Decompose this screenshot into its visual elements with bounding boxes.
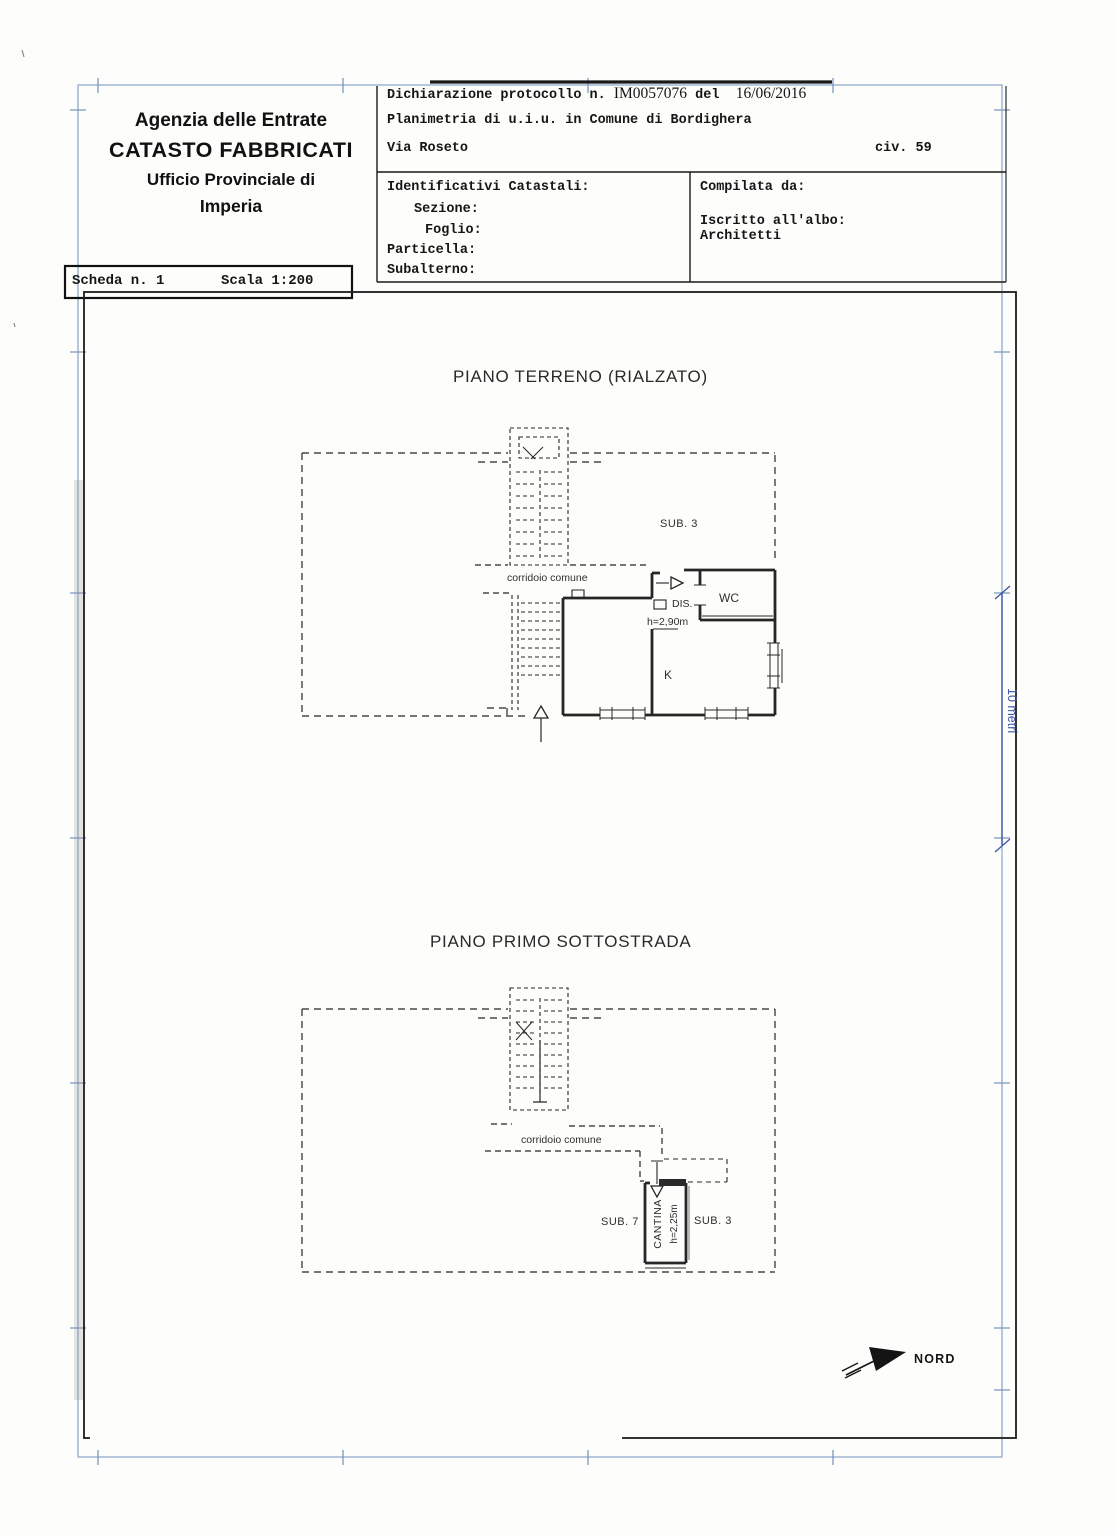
province-name: Imperia — [199, 196, 263, 216]
plan2-sub7-label: SUB. 7 — [601, 1216, 639, 1228]
plan1-wc-label: WC — [719, 591, 739, 605]
plan2-annex-dashes — [664, 1159, 727, 1182]
ground-floor-plan-drawing — [302, 428, 782, 742]
plan2-cantina-label: CANTINA — [652, 1199, 664, 1249]
compass — [842, 1347, 956, 1378]
del-label: del — [695, 88, 720, 103]
entrance-direction-icon — [671, 577, 683, 589]
compass-tail-feathers — [842, 1363, 861, 1378]
catasto-title: CATASTO FABBRICATI — [109, 138, 353, 162]
sheet-frame-border — [78, 85, 1002, 1457]
window-bottom-right — [705, 710, 748, 718]
cantina-entry-arrow-icon — [651, 1186, 663, 1197]
protocol-number: IM0057076 — [613, 85, 688, 102]
plan1-staircase — [510, 428, 568, 565]
protocol-date: 16/06/2016 — [735, 85, 807, 102]
plan1-dis-label: DIS. — [672, 598, 693, 610]
north-arrow-icon — [869, 1347, 906, 1371]
plan2-corridor-dashes — [485, 1124, 662, 1181]
plan1-corridor-label: corridoio comune — [507, 572, 588, 584]
planimetria-line: Planimetria di u.i.u. in Comune di Bordighera — [387, 113, 752, 128]
plan2-corridor-label: corridoio comune — [521, 1134, 602, 1146]
plan1-lower-stair-flight — [512, 595, 561, 710]
window-bottom-left — [600, 710, 645, 718]
plan1-unit-walls — [563, 570, 775, 715]
declaration-line — [387, 85, 806, 103]
north-label: NORD — [914, 1352, 956, 1366]
plan2-height-label: h=2,25m — [669, 1204, 680, 1244]
basement-title: PIANO PRIMO SOTTOSTRADA — [430, 932, 692, 951]
provincial-office: Ufficio Provinciale di — [146, 170, 316, 189]
compiled-by-title: Compilata da: — [700, 180, 806, 195]
window-right — [770, 643, 778, 688]
door-swing — [654, 600, 666, 609]
plan2-stair-direction-line — [533, 1040, 547, 1102]
cantina-top-wall-bar — [659, 1179, 686, 1186]
field-particella: Particella: — [387, 243, 477, 258]
plan1-labels — [507, 518, 739, 682]
entry-arrow-icon — [534, 706, 548, 718]
civic-number: civ. 59 — [875, 141, 932, 156]
plan1-entry-arrow — [534, 706, 548, 742]
field-foglio: Foglio: — [425, 223, 482, 238]
sheet-frame-ticks — [70, 78, 1010, 1465]
cadastral-ids-title: Identificativi Catastali: — [387, 180, 590, 195]
scale-label: Scala 1:200 — [221, 273, 314, 289]
scheda-number: Scheda n. 1 — [72, 273, 165, 289]
plan2-sub3-label: SUB. 3 — [694, 1215, 732, 1227]
street-line: Via Roseto — [387, 141, 469, 156]
field-subalterno: Subalterno: — [387, 263, 477, 278]
wc-door-jambs — [694, 585, 706, 605]
plan1-height-label: h=2,90m — [647, 616, 689, 628]
agency-name: Agenzia delle Entrate — [134, 110, 328, 131]
albo-order: Architetti — [700, 229, 782, 244]
plan2-staircase — [510, 988, 568, 1110]
dimension-label: 10 metri — [1005, 688, 1019, 734]
field-sezione: Sezione: — [414, 202, 479, 217]
scan-specks — [14, 50, 24, 327]
albo-line: Iscritto all'albo: — [700, 214, 846, 229]
drawing-frame — [84, 292, 1016, 1438]
ground-floor-title: PIANO TERRENO (RIALZATO) — [453, 367, 708, 386]
plan1-sub3-label: SUB. 3 — [660, 518, 698, 530]
sheet-frame — [70, 78, 1010, 1465]
plan1-windows — [600, 643, 782, 720]
frame-fade-patch — [90, 1429, 622, 1442]
basement-plan-drawing — [302, 988, 775, 1272]
protocol-label: Dichiarazione protocollo n. — [387, 88, 606, 103]
scan-shadow-band — [74, 480, 83, 1400]
plan1-kitchen-label: K — [664, 668, 673, 682]
